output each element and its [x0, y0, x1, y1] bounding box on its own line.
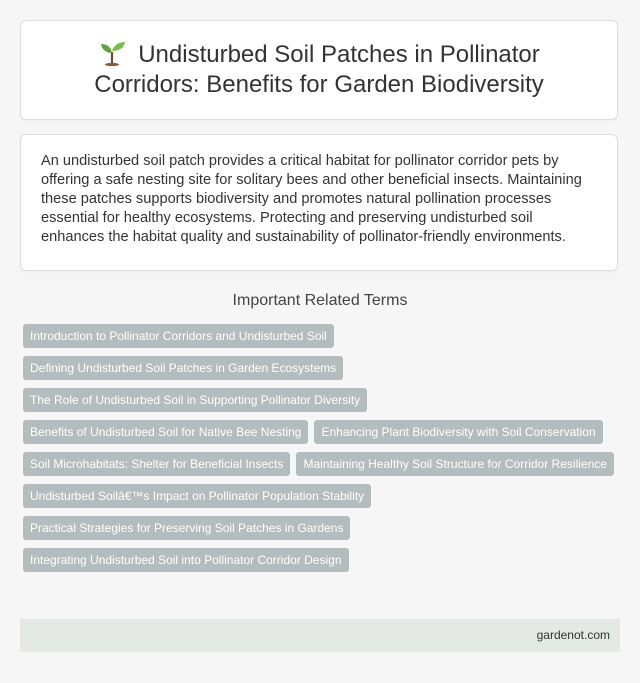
related-term-tag[interactable]: Defining Undisturbed Soil Patches in Garden Ecosystems — [23, 356, 343, 380]
footer-site-link[interactable]: gardenot.com — [536, 628, 610, 642]
title-card — [20, 20, 618, 120]
related-term-tag[interactable]: Enhancing Plant Biodiversity with Soil Conservation — [314, 420, 602, 444]
related-terms-heading: Important Related Terms — [232, 292, 408, 309]
page-title-text: Undisturbed Soil Patches in Pollinator Corridors: Benefits for Garden Biodiversity — [94, 41, 544, 98]
related-term-tag[interactable]: Introduction to Pollinator Corridors and Undisturbed Soil — [23, 324, 334, 348]
related-terms-list — [23, 324, 623, 572]
related-term-tag[interactable]: Benefits of Undisturbed Soil for Native Bee Nesting — [23, 420, 308, 444]
related-term-tag[interactable]: Soil Microhabitats: Shelter for Beneficial Insects — [23, 452, 290, 476]
page-title — [61, 40, 577, 100]
description-card — [20, 134, 618, 271]
related-term-tag[interactable]: Maintaining Healthy Soil Structure for Corridor Resilience — [296, 452, 613, 476]
related-term-tag[interactable]: Undisturbed Soilâ€™s Impact on Pollinator Population Stability — [23, 484, 371, 508]
related-term-tag[interactable]: Practical Strategies for Preserving Soil Patches in Gardens — [23, 516, 350, 540]
footer — [20, 619, 620, 652]
related-term-tag[interactable]: The Role of Undisturbed Soil in Supporting Pollinator Diversity — [23, 388, 367, 412]
related-term-tag[interactable]: Integrating Undisturbed Soil into Pollinator Corridor Design — [23, 548, 349, 572]
sprout-icon — [98, 40, 128, 66]
description-text: An undisturbed soil patch provides a critical habitat for pollinator corridor pets by offering a safe nesting site for solitary bees and other beneficial insects. Maintaining these patches supports biodiversity and promotes natural pollination processes essential for healthy ecosystems. Protecting and preserving undisturbed soil enhances the habitat quality and sustainability of pollinator-friendly environments. — [41, 153, 582, 245]
